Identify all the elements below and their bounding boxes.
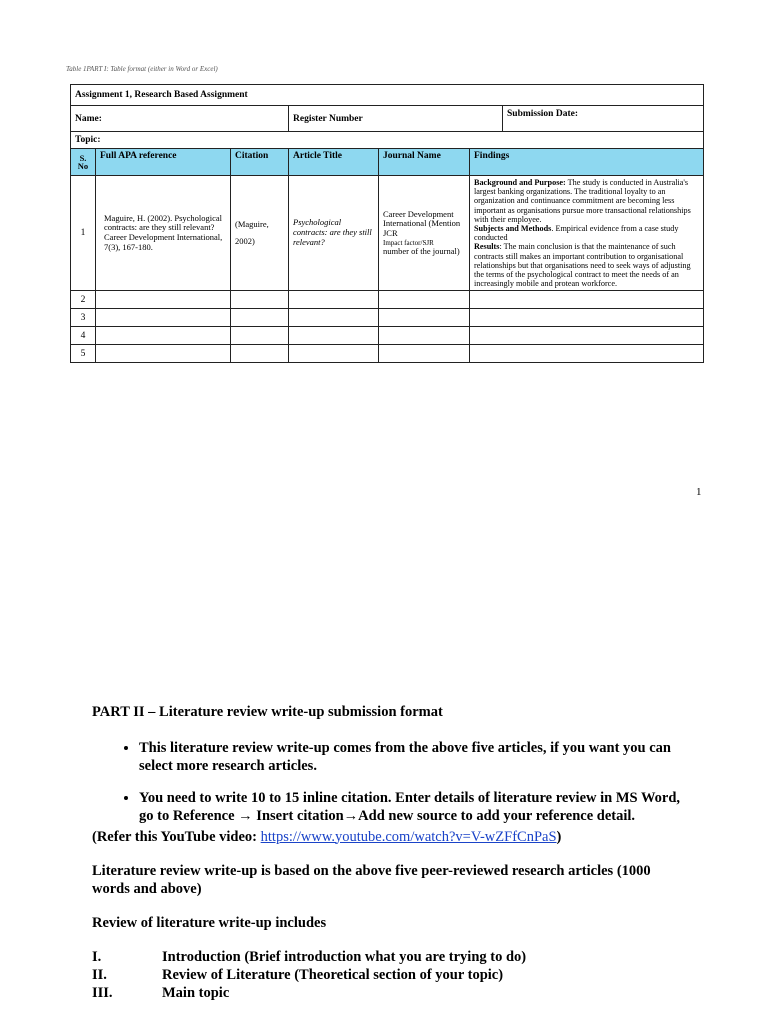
row-sno: 1 (71, 176, 96, 291)
submission-date-label: Submission Date: (502, 106, 703, 131)
paragraph: Literature review write-up is based on the above five peer-reviewed research articles (1000 words and above) (92, 862, 651, 897)
refer-prefix: (Refer this YouTube video: (92, 828, 261, 845)
table-row (71, 291, 704, 309)
findings-results-text: : The main conclusion is that the maintenance of such contracts still makes an important contribution to organisational relationships but that organisations need to seek ways of adjusting the terms of the psychological contract to meet the needs of an increasingly mobile and protean workforce. (474, 242, 691, 289)
topic-label: Topic: (71, 132, 704, 149)
assignment-title: Assignment 1, Research Based Assignment (71, 85, 704, 106)
apa-reference: Maguire, H. (2002). Psychological contracts: are they still relevant? Career Development International, 7(3), 167-180. (96, 176, 231, 291)
part2-section (92, 704, 692, 1002)
list-item (92, 966, 692, 984)
header-citation: Citation (231, 149, 289, 176)
list-numeral: III. (92, 985, 113, 1002)
list-text: Main topic (162, 985, 230, 1002)
table-row (71, 309, 704, 327)
bullet-item: • You need to write 10 to 15 inline citation. Enter details of literature review in MS Word, go to Reference → Insert citation→Add new source to add your reference detail. (139, 789, 692, 825)
bullet-item: • This literature review write-up comes from the above five articles, if you want you can select more research articles. (139, 739, 692, 775)
findings (470, 176, 704, 291)
header-journal-name: Journal Name (379, 149, 470, 176)
video-reference (92, 828, 692, 846)
journal-number: number of the journal) (383, 245, 460, 256)
table-row (71, 327, 704, 345)
header-full-apa-reference: Full APA reference (96, 149, 231, 176)
citation: (Maguire, 2002) (231, 176, 289, 291)
findings-background-text: The study is conducted in Australia's largest banking organizations. The traditional loyalty to an organization and continuance commitment are becoming less important as organisations pursue more transactional relationships with their employee. (474, 178, 691, 224)
findings-results-label: Results (474, 242, 500, 252)
list-text: Review of Literature (Theoretical section of your topic) (162, 967, 504, 984)
table-row (71, 176, 704, 291)
name-label: Name: (71, 106, 289, 132)
header-article-title: Article Title (289, 149, 379, 176)
findings-methods-text: . Empirical evidence from a case study conducted (474, 223, 679, 243)
row-sno: 5 (71, 345, 96, 363)
findings-methods-label: Subjects and Methods (474, 223, 552, 233)
youtube-link[interactable]: https://www.youtube.com/watch?v=V-wZFfCnPaS (260, 828, 557, 845)
list-numeral: II. (92, 967, 107, 984)
findings-background-label: Background and Purpose: (474, 178, 566, 187)
list-item (92, 984, 692, 1002)
register-number-label: Register Number (293, 113, 363, 124)
journal-impact-factor: Impact factor/SJR (383, 238, 434, 247)
refer-suffix: ) (556, 828, 562, 845)
paragraph: Review of literature write-up includes (92, 914, 327, 931)
article-title: Psychological contracts: are they still relevant? (289, 176, 379, 291)
header-findings: Findings (470, 149, 704, 176)
list-numeral: I. (92, 949, 102, 965)
list-text: Introduction (Brief introduction what you are trying to do) (162, 949, 527, 965)
table-row (71, 345, 704, 363)
row-sno: 4 (71, 327, 96, 345)
row-sno: 2 (71, 291, 96, 309)
part2-bullets (92, 739, 692, 826)
page-number: 1 (696, 486, 702, 498)
table-caption: Table 1PART I: Table format (either in Word or Excel) (66, 65, 218, 73)
part2-title: PART II – Literature review write-up submission format (92, 704, 443, 720)
assignment-table (70, 84, 704, 363)
header-sno: S. No (71, 149, 96, 176)
list-item (92, 948, 692, 966)
roman-list (92, 948, 692, 1002)
row-sno: 3 (71, 309, 96, 327)
journal-name: Career Development International (Mention JCR (383, 208, 461, 239)
